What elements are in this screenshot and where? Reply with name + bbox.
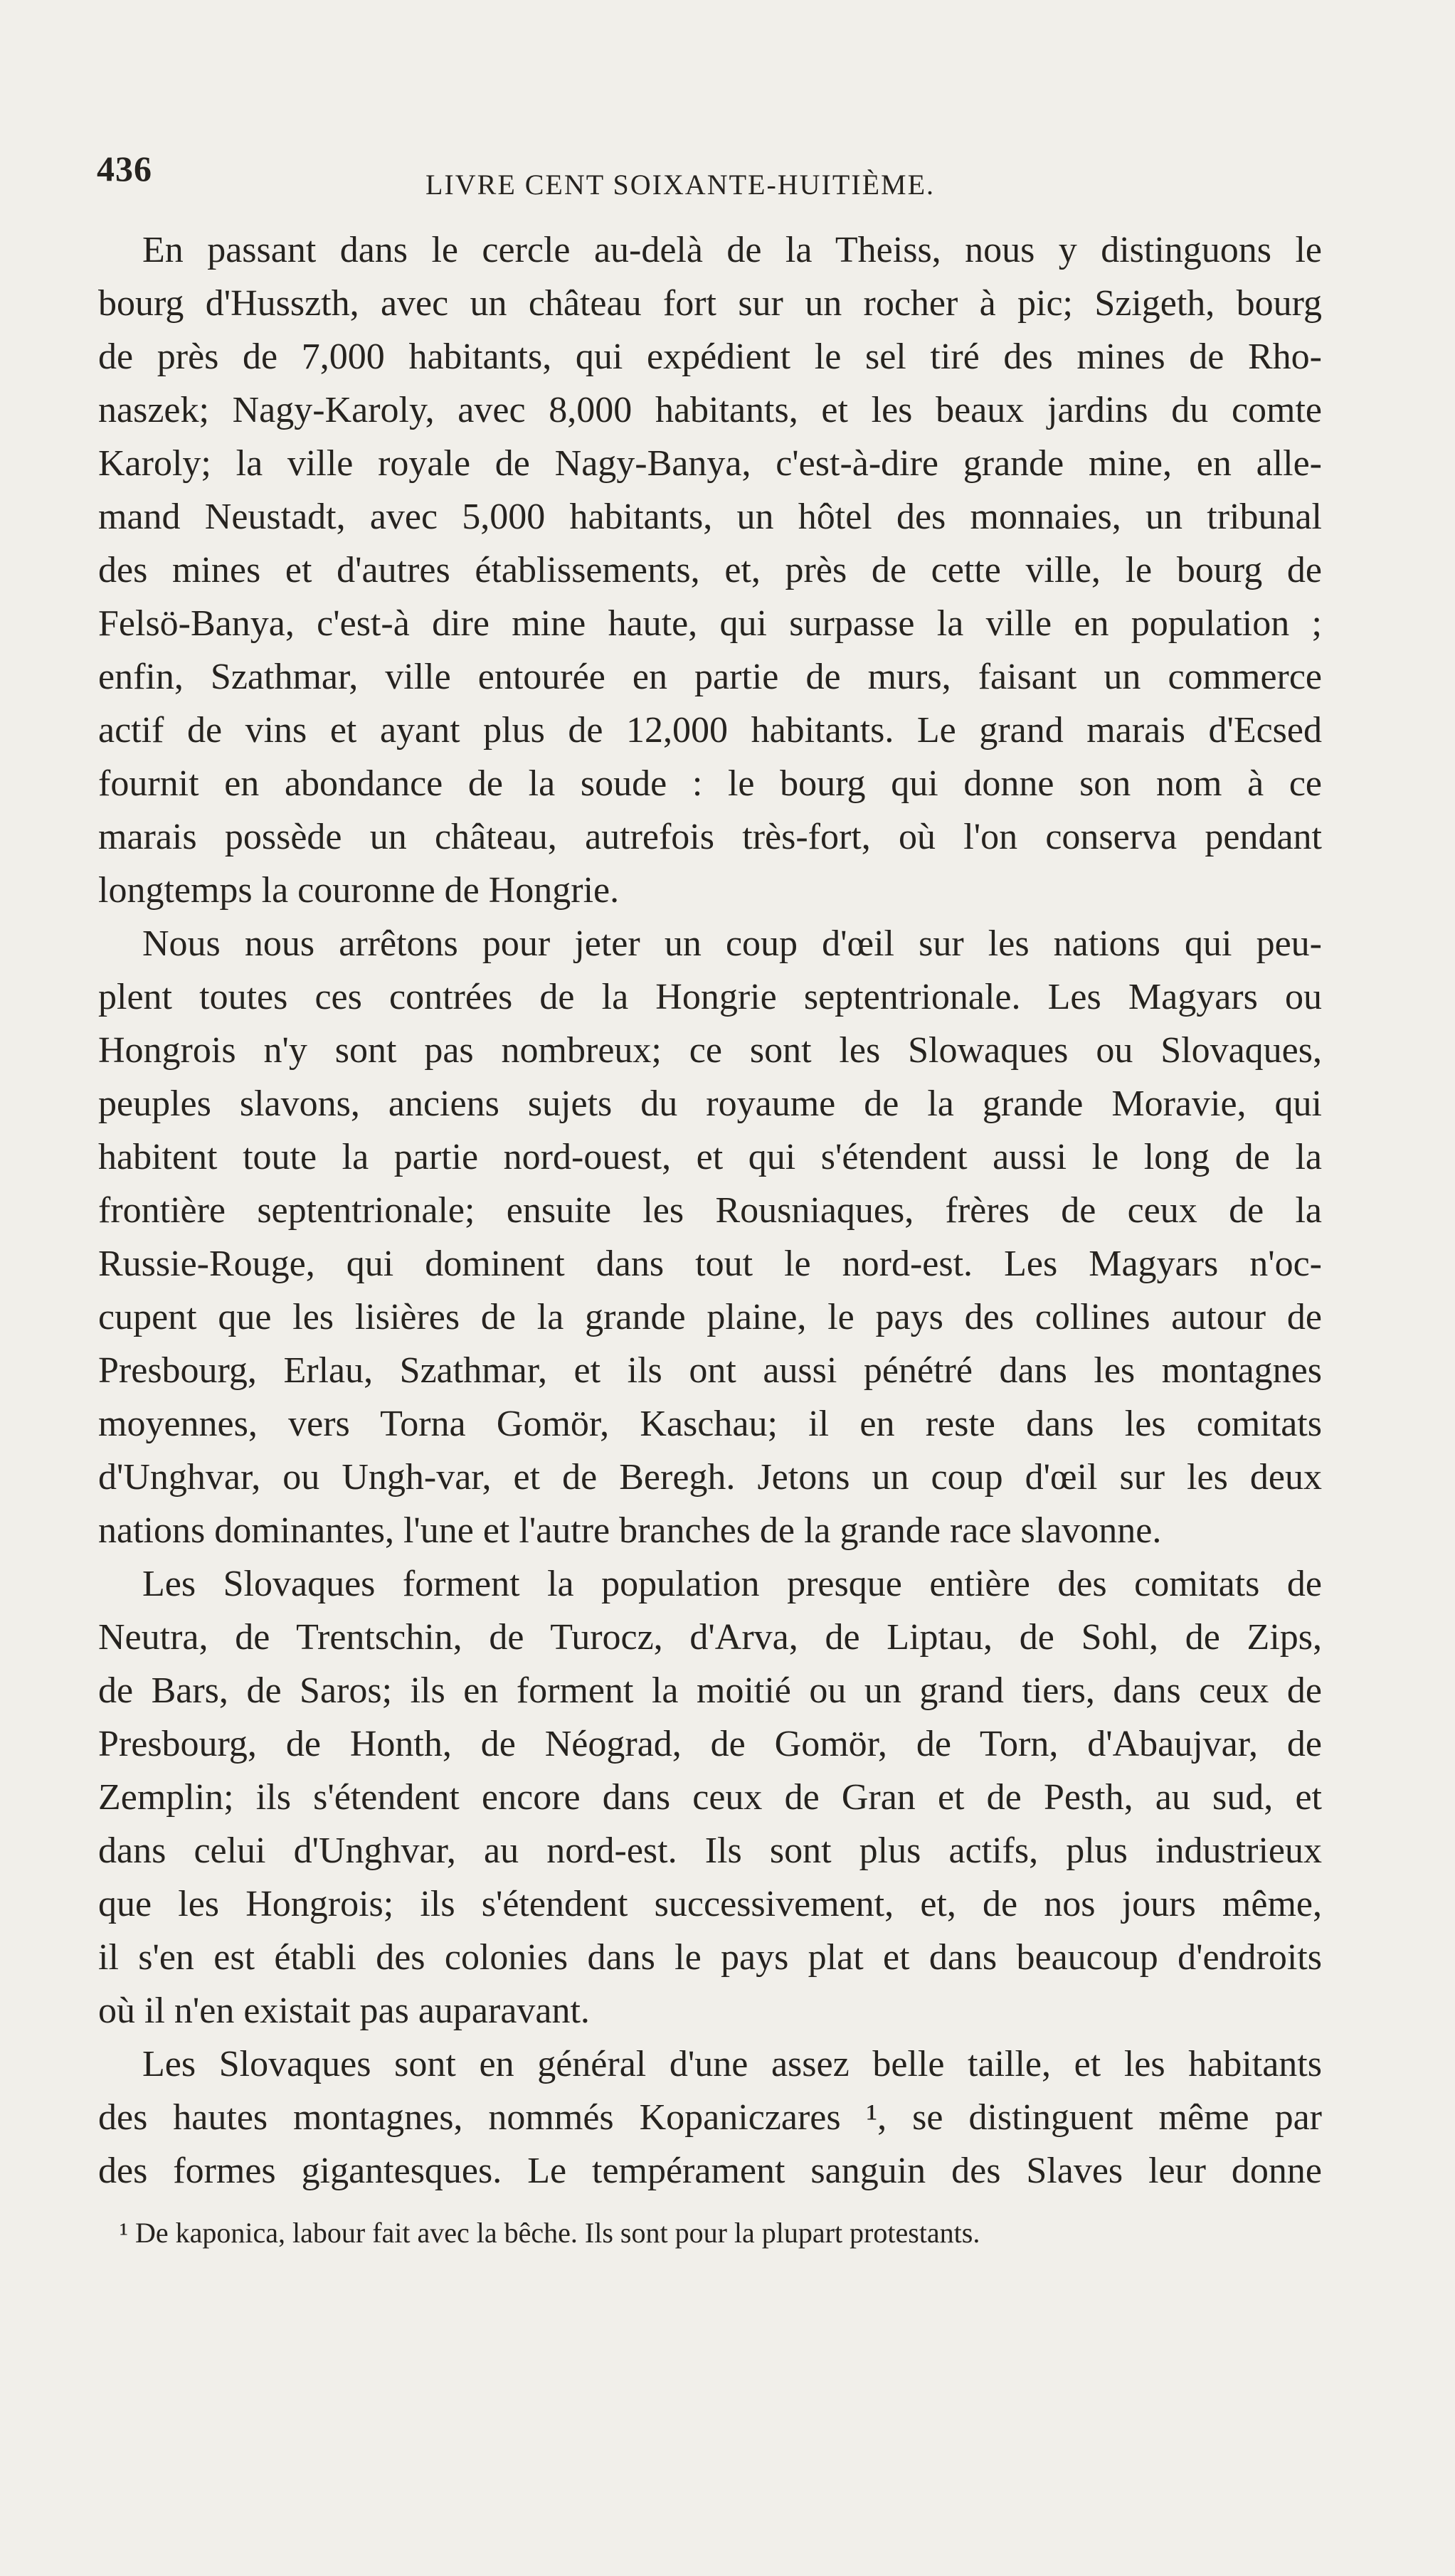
text-line: Neutra, de Trentschin, de Turocz, d'Arva, de Liptau, de Sohl, de Zips, (98, 1617, 1322, 1658)
text-line: mand Neustadt, avec 5,000 habitants, un hôtel des monnaies, un tribunal (98, 497, 1322, 537)
text-line: nations dominantes, l'une et l'autre branches de la grande race slavonne. (98, 1510, 1162, 1551)
text-line: actif de vins et ayant plus de 12,000 habitants. Le grand marais d'Ecsed (98, 710, 1322, 751)
text-line: Karoly; la ville royale de Nagy-Banya, c'est-à-dire grande mine, en alle- (98, 443, 1322, 484)
text-line: Les Slovaques forment la population presque entière des comitats de (142, 1564, 1322, 1604)
text-line: enfin, Szathmar, ville entourée en partie de murs, faisant un commerce (98, 657, 1322, 697)
text-line: dans celui d'Unghvar, au nord-est. Ils sont plus actifs, plus industrieux (98, 1830, 1322, 1871)
text-line: où il n'en existait pas auparavant. (98, 1991, 590, 2031)
text-line: de Bars, de Saros; ils en forment la moitié ou un grand tiers, dans ceux de (98, 1670, 1322, 1711)
text-line: bourg d'Husszth, avec un château fort sur un rocher à pic; Szigeth, bourg (98, 283, 1322, 324)
text-line: Russie-Rouge, qui dominent dans tout le nord-est. Les Magyars n'oc- (98, 1244, 1322, 1284)
page-number: 436 (97, 149, 152, 189)
footnote: ¹ De kaponica, labour fait avec la bêche. Ils sont pour la plupart protestants. (120, 2217, 980, 2249)
text-line: des hautes montagnes, nommés Kopaniczares ¹, se distinguent même par (98, 2097, 1322, 2138)
text-line: cupent que les lisières de la grande plaine, le pays des collines autour de (98, 1297, 1322, 1337)
text-line: Presbourg, Erlau, Szathmar, et ils ont aussi pénétré dans les montagnes (98, 1350, 1322, 1391)
text-line: que les Hongrois; ils s'étendent successivement, et, de nos jours même, (98, 1884, 1322, 1924)
text-line: En passant dans le cercle au-delà de la Theiss, nous y distinguons le (142, 230, 1322, 270)
text-line: Nous nous arrêtons pour jeter un coup d'œil sur les nations qui peu- (142, 923, 1322, 964)
text-line: Presbourg, de Honth, de Néograd, de Gomör, de Torn, d'Abaujvar, de (98, 1724, 1322, 1764)
text-line: frontière septentrionale; ensuite les Rousniaques, frères de ceux de la (98, 1190, 1322, 1231)
text-line: habitent toute la partie nord-ouest, et qui s'étendent aussi le long de la (98, 1137, 1322, 1177)
text-line: plent toutes ces contrées de la Hongrie septentrionale. Les Magyars ou (98, 977, 1322, 1017)
text-line: Felsö-Banya, c'est-à dire mine haute, qui surpasse la ville en population ; (98, 603, 1322, 644)
text-line: marais possède un château, autrefois très-fort, où l'on conserva pendant (98, 817, 1322, 857)
text-line: des formes gigantesques. Le tempérament sanguin des Slaves leur donne (98, 2151, 1322, 2191)
text-line: d'Unghvar, ou Ungh-var, et de Beregh. Jetons un coup d'œil sur les deux (98, 1457, 1322, 1498)
text-line: Les Slovaques sont en général d'une assez belle taille, et les habitants (142, 2044, 1322, 2084)
text-line: Hongrois n'y sont pas nombreux; ce sont les Slowaques ou Slovaques, (98, 1030, 1322, 1071)
text-line: de près de 7,000 habitants, qui expédient le sel tiré des mines de Rho- (98, 336, 1322, 377)
text-line: naszek; Nagy-Karoly, avec 8,000 habitants, et les beaux jardins du comte (98, 390, 1322, 430)
text-line: il s'en est établi des colonies dans le pays plat et dans beaucoup d'endroits (98, 1937, 1322, 1978)
text-line: moyennes, vers Torna Gomör, Kaschau; il en reste dans les comitats (98, 1404, 1322, 1444)
text-line: peuples slavons, anciens sujets du royaume de la grande Moravie, qui (98, 1083, 1322, 1124)
text-line: longtemps la couronne de Hongrie. (98, 870, 620, 911)
running-title: LIVRE CENT SOIXANTE-HUITIÈME. (425, 169, 936, 201)
text-line: des mines et d'autres établissements, et, près de cette ville, le bourg de (98, 550, 1322, 590)
body-text (98, 223, 1322, 2254)
text-line: fournit en abondance de la soude : le bourg qui donne son nom à ce (98, 763, 1322, 804)
text-line: Zemplin; ils s'étendent encore dans ceux de Gran et de Pesth, au sud, et (98, 1777, 1322, 1818)
